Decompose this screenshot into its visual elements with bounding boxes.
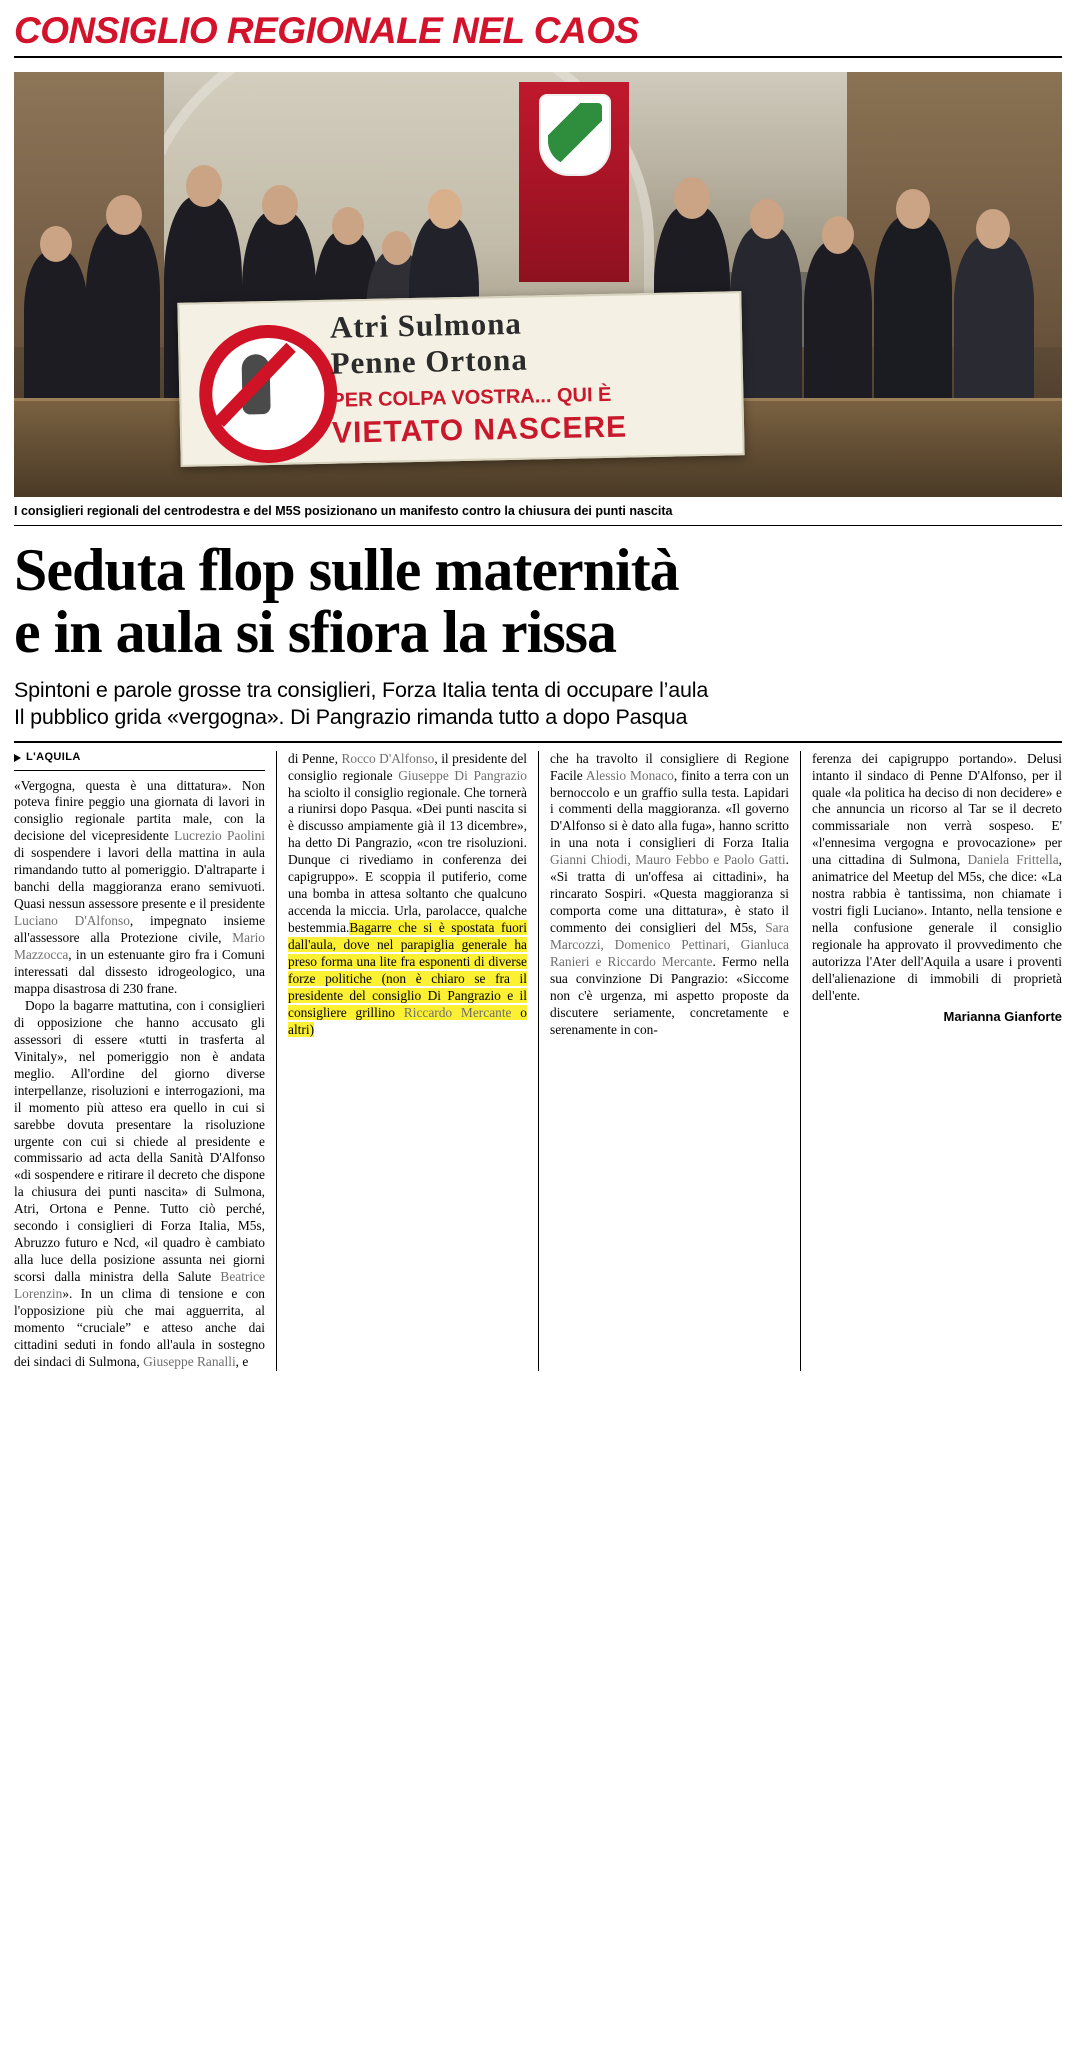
body-text: , impegnato insieme all'assessore alla Protezione civile, [14, 913, 266, 946]
kicker-divider [14, 56, 1062, 58]
banner-line-4: VIETATO NASCERE [331, 411, 628, 451]
article-headline [14, 537, 1062, 665]
column-text [288, 751, 527, 1039]
dateline-label: L'AQUILA [26, 750, 81, 763]
body-text: ». In un clima di tensione e con l'opposizione più che mai agguerrita, al momento “cruciale” e atteso anche dai cittadini seduti in fondo all'aula in sostegno dei sindaci di Sulmona, [14, 1286, 265, 1369]
body-paragraph [550, 751, 789, 1039]
body-column-2 [276, 751, 538, 1371]
photo-person [24, 251, 88, 401]
photo-person [954, 236, 1034, 401]
body-paragraph [14, 998, 265, 1371]
subhead-line-2: Il pubblico grida «vergogna». Di Pangrazio rimanda tutto a dopo Pasqua [14, 704, 688, 729]
body-paragraph [288, 751, 527, 1039]
photo-person [804, 241, 872, 401]
person-name: Beatrice Lorenzin [14, 1269, 265, 1302]
person-name: Alessio Monaco [585, 767, 674, 783]
body-text: ha sciolto il consiglio regionale. Che tornerà a riunirsi dopo Pasqua. «Dei punti nascita si è discusso ampiamente già il 13 dicembre», ha detto Di Pangrazio, «con tre risoluzioni. Dunque ci rivediamo in conferenza dei capigruppo». E scoppia il putiferio, come una bomba in attesa soltanto che qualcuno accenda la miccia. Urla, parolacce, qualche bestemmia. [288, 784, 527, 936]
no-entry-icon [198, 324, 339, 465]
highlighted-text: Bagarre che si è spostata fuori dall'aula, dove nel parapiglia generale ha preso forma una lite fra esponenti di diverse forze politiche (non è chiaro se fra il presidente del consiglio Di Pangrazio e il consigliere grillino [288, 920, 527, 1020]
body-text: . Fermo nella sua convinzione Di Pangrazio: «Siccome non c'è urgenza, mi aspetto proposte da discutere seriamente, concretamente e serenamente in con- [550, 954, 789, 1037]
body-text: di sospendere i lavori della mattina in aula rimandando tutto al pomeriggio. D'altraparte i banchi della maggioranza erano semivuoti. Quasi nessun assessore presente e il presidente [14, 845, 265, 912]
article-subhead [14, 677, 1062, 731]
column-text [812, 751, 1062, 1005]
headline-line-2: e in aula si sfiora la rissa [14, 598, 617, 665]
body-column-1 [14, 751, 276, 1371]
body-text: , e [235, 1353, 249, 1369]
regional-crest-emblem [548, 103, 602, 165]
person-name: Rocco D'Alfonso [341, 750, 435, 766]
pregnant-figure-icon [241, 354, 270, 415]
banner-line-2: Penne Ortona [330, 342, 529, 382]
body-text: . «Si tratta di un'offesa ai cittadini», ha rincarato Sospiri. «Questa maggioranza si comporta come una dittatura», è stato il commento dei consiglieri del M5s, [550, 852, 789, 936]
banner-line-3: PER COLPA VOSTRA... QUI È [331, 384, 612, 413]
highlighted-text: o altri) [288, 1004, 528, 1037]
dateline [14, 751, 265, 771]
column-text [550, 751, 789, 1039]
person-name: Luciano D'Alfonso [14, 913, 130, 929]
body-text: , finito a terra con un bernoccolo e un graffio sulla testa. Lapidari i commenti della maggioranza. «Il governo D'Alfonso si è dato alla fuga», hanno scritto in una nota i consiglieri di Forza Italia [550, 767, 790, 851]
body-paragraph [812, 751, 1062, 1005]
person-name: Daniela Frittella [967, 852, 1059, 868]
body-text: , il presidente del consiglio regionale [288, 750, 527, 783]
body-paragraph [14, 778, 265, 998]
body-text: Dopo la bagarre mattutina, con i consiglieri di opposizione che hanno accusato gli assessori di essere «tutti in trasferta al Vinitaly», nel pomeriggio non è andata meglio. All'ordine del giorno diverse interpellanze, risoluzioni e interrogazioni, ma il momento più atteso era quello in cui si sarebbe dovuta presentare la risoluzione urgente con cui si chiede al presidente e commissario ad acta della Sanità D'Alfonso «di sospendere e ritirare il decreto che dispone la chiusura dei punti nascita» di Sulmona, Atri, Ortona e Penne. Tutto ciò perché, secondo i consiglieri di Forza Italia, M5s, Abruzzo futuro e Ncd, «il quadro è cambiato alla luce della posizione assunta nei giorni scorsi dalla ministra della Salute [14, 997, 265, 1285]
photo-caption: I consiglieri regionali del centrodestra e del M5S posizionano un manifesto contro la chiusura dei punti nascita [14, 504, 1062, 526]
headline-line-1: Seduta flop sulle maternità [14, 537, 679, 604]
subhead-line-1: Spintoni e parole grosse tra consiglieri, Forza Italia tenta di occupare l’aula [14, 677, 709, 702]
person-name: Gianni Chiodi, Mauro Febbo e Paolo Gatti [550, 852, 786, 868]
person-name: Sara Marcozzi, Domenico Pettinari, Gianluca Ranieri e Riccardo Mercante [550, 920, 789, 970]
photo-person [874, 216, 952, 401]
lead-photo [14, 72, 1062, 497]
section-kicker: CONSIGLIO REGIONALE NEL CAOS [14, 10, 639, 51]
subhead-divider [14, 741, 1062, 743]
body-text: , in un estenuante giro fra i Comuni interessati dal dissesto idrogeologico, una mappa disastrosa di 230 frane. [14, 947, 265, 996]
section-kicker-wrap [14, 10, 1062, 62]
photo-person [86, 221, 160, 401]
triangle-icon [14, 754, 21, 762]
body-text: di Penne, [288, 750, 342, 766]
body-text: «Vergogna, questa è una dittatura». Non poteva finire peggio una giornata di lavori in consiglio regionale partita male, con la decisione del vicepresidente [14, 777, 265, 844]
body-column-4 [800, 751, 1062, 1371]
person-name: Giuseppe Ranalli [143, 1353, 236, 1369]
person-name: Lucrezio Paolini [174, 828, 265, 844]
column-text [14, 778, 265, 1371]
protest-banner [177, 292, 744, 468]
person-name: Riccardo Mercante [403, 1004, 512, 1020]
lead-photo-wrap [14, 72, 1062, 526]
article-byline: Marianna Gianforte [943, 1008, 1062, 1024]
banner-line-1: Atri Sulmona [329, 306, 523, 346]
body-column-3 [538, 751, 800, 1371]
article-body [14, 751, 1062, 1371]
body-text: che ha travolto il consigliere di Regione Facile [550, 750, 789, 783]
person-name: Giuseppe Di Pangrazio [398, 767, 527, 783]
body-text: , animatrice del Meetup del M5s, che dice: «La nostra rabbia è tantissima, non chiamate i vostri figli Luciano». Intanto, nella tensione e nella confusione generale il consiglio regionale ha approvato il provvedimento che autorizza l'Ater dell'Aquila a usare i proventi dell'alienazione di immobili di proprietà dell'ente. [812, 852, 1063, 1003]
body-text: ferenza dei capigruppo portando». Delusi intanto il sindaco di Penne D'Alfonso, per il quale «la politica ha deciso di non decidere» e che annuncia un ricorso al Tar se il decreto commissariale non verrà sospeso. E' «l'ennesima vergogna e provocazione» per una cittadina di Sulmona, [812, 750, 1062, 868]
person-name: Mario Mazzocca [14, 930, 265, 963]
